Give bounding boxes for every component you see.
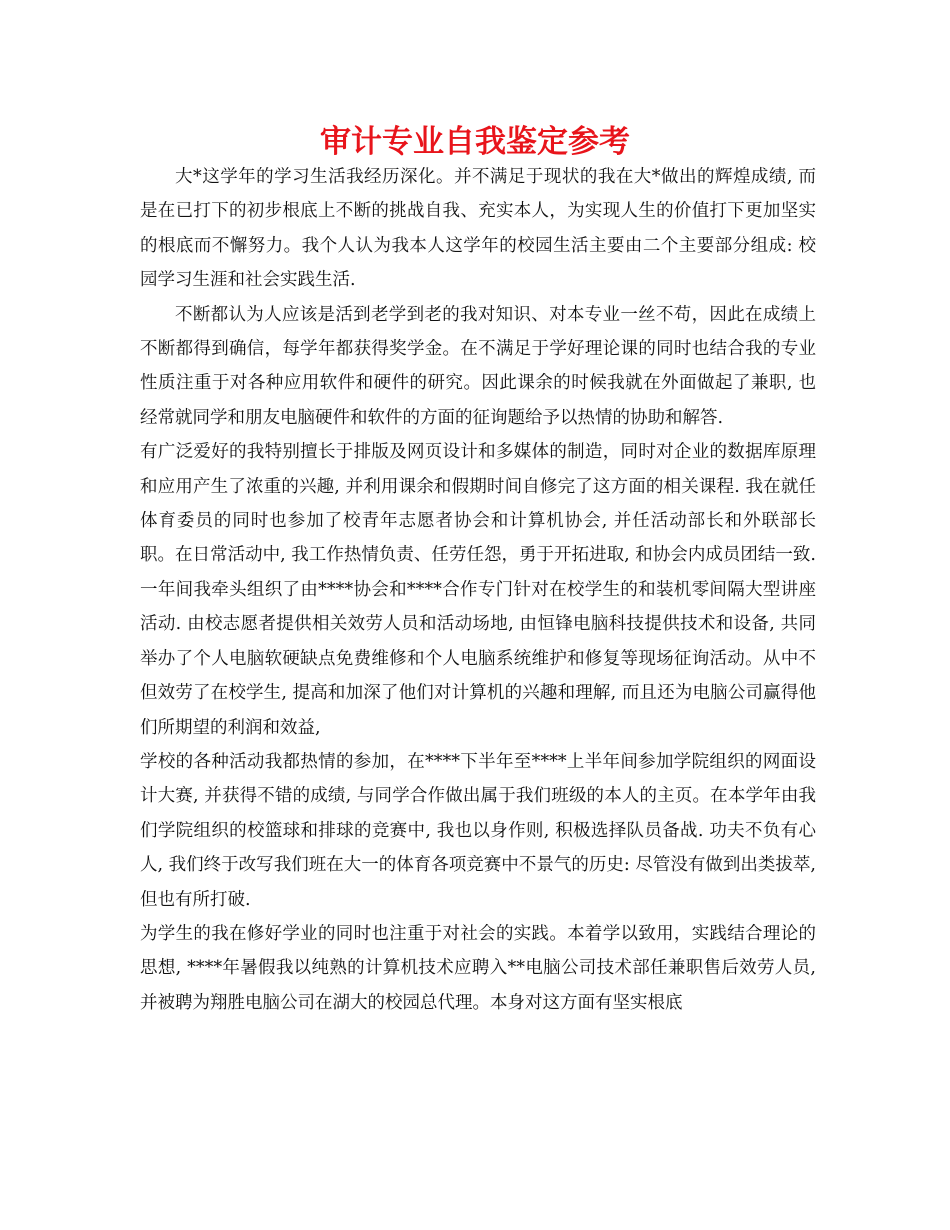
paragraph-4: 学校的各种活动我都热情的参加，在****下半年至****上半年间参加学院组织的网面设计大赛, 并获得不错的成绩, 与同学合作做出属于我们班级的本人的主页。在本学年由我们学院组织的校篮球和排球的竞赛中, 我也以身作则, 积极选择队员备战. 功夫不负有心人, 我们终于改写我们班在大一的体育各项竞赛中不景气的历史: 尽管没有做到出类拔萃, 但也有所打破.	[140, 751, 816, 910]
paragraph-1: 大*这学年的学习生活我经历深化。并不满足于现状的我在大*做出的辉煌成绩, 而是在已打下的初步根底上不断的挑战自我、充实本人，为实现人生的价值打下更加坚实的根底而不懈努力。我个人认为我本人这学年的校园生活主要由二个主要部分组成: 校园学习生涯和社会实践生活.	[140, 167, 816, 291]
paragraph-2: 不断都认为人应该是活到老学到老的我对知识、对本专业一丝不苟，因此在成绩上不断都得到确信，每学年都获得奖学金。在不满足于学好理论课的同时也结合我的专业性质注重于对各种应用软件和硬件的研究。因此课余的时候我就在外面做起了兼职, 也经常就同学和朋友电脑硬件和软件的方面的征询题给予以热情的协助和解答.	[140, 304, 816, 428]
paragraph-3: 有广泛爱好的我特别擅长于排版及网页设计和多媒体的制造，同时对企业的数据库原理和应用产生了浓重的兴趣, 并利用课余和假期时间自修完了这方面的相关课程. 我在就任体育委员的同时也参加了校青年志愿者协会和计算机协会, 并任活动部长和外联部长职。在日常活动中, 我工作热情负责、任劳任怨，勇于开拓进取, 和协会内成员团结一致. 一年间我牵头组织了由****协会和****合作专门针对在校学生的和装机零间隔大型讲座活动. 由校志愿者提供相关效劳人员和活动场地, 由恒锋电脑科技提供技术和设备, 共同举办了个人电脑软硬缺点免费维修和个人电脑系统维护和修复等现场征询活动。从中不但效劳了在校学生, 提高和加深了他们对计算机的兴趣和理解, 而且还为电脑公司赢得他们所期望的利润和效益,	[140, 442, 816, 738]
paragraph-5: 为学生的我在修好学业的同时也注重于对社会的实践。本着学以致用，实践结合理论的思想, ****年暑假我以纯熟的计算机技术应聘入**电脑公司技术部任兼职售后效劳人员, 并被聘为翔胜电脑公司在湖大的校园总代理。本身对这方面有坚实根底	[140, 923, 816, 1013]
document-title: 审计专业自我鉴定参考	[320, 124, 630, 160]
document-body	[140, 160, 816, 1020]
